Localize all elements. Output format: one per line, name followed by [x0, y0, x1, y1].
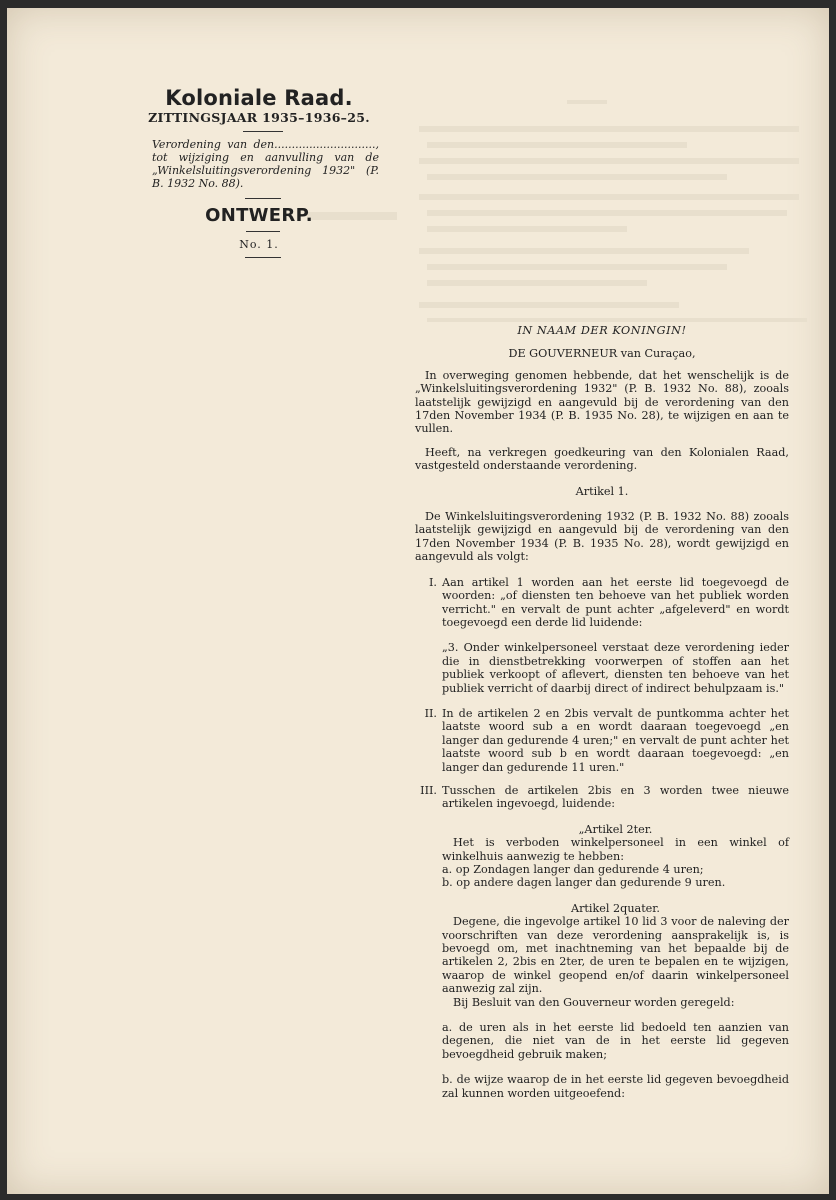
divider	[246, 231, 280, 232]
divider	[245, 198, 281, 199]
divider	[243, 131, 283, 132]
divider	[245, 257, 281, 258]
preamble: In overweging genomen hebbende, dat het wenschelijk is de „Winkelsluitingsverordening 1932" (P. B. 1932 No. 88), zooals laatstelijk gewijzigd en aangevuld bij de verordening van den 17den November 1934 (P. B. 1935 No. 28), te wijzigen en aan te vullen.	[415, 368, 789, 436]
article-2quater-besluit: Bij Besluit van den Gouverneur worden geregeld:	[453, 995, 735, 1009]
item-number: III.	[420, 783, 437, 797]
article-2quater-b: b. de wijze waarop de in het eerste lid gegeven bevoegdheid zal kunnen worden uitgeoefend:	[442, 1073, 789, 1100]
header-title: Koloniale Raad.	[165, 86, 353, 110]
session-year: 1935–1936–25.	[262, 110, 370, 125]
item-text: In de artikelen 2 en 2bis vervalt de puntkomma achter het laatste woord sub a en wordt daaraan toegevoegd „en langer dan gedurende 4 uren;" en vervalt de punt achter het laatste woord sub b en wordt daaraan toegevoegd: „en langer dan gedurende 11 uren."	[442, 706, 789, 774]
article1-heading: Artikel 1.	[575, 484, 629, 498]
item-number: I.	[429, 575, 437, 589]
article-2ter	[442, 823, 789, 890]
document-body	[415, 324, 789, 1100]
item-number: II.	[424, 706, 437, 720]
amendment-item-3	[415, 784, 789, 811]
item1-quote: „3. Onder winkelpersoneel verstaat deze verordening ieder die in dienstbetrekking voorwerpen of stoffen aan het publiek verkoopt of aflevert, diensten ten behoeve van het publiek verricht of daarbij direct of indirect behulpzaam is."	[442, 641, 789, 695]
article-2ter-heading: „Artikel 2ter.	[578, 822, 653, 836]
article-2quater	[442, 902, 789, 1100]
document-number: No. 1.	[239, 238, 279, 251]
document-header	[125, 86, 379, 264]
article-2quater-a: a. de uren als in het eerste lid bedoeld ten aanzien van degenen, die niet van de in het eerste lid gegeven bevoegdheid gebruik maken;	[442, 1021, 789, 1061]
session-label: ZITTINGSJAAR	[148, 110, 258, 125]
article-2ter-a: a. op Zondagen langer dan gedurende 4 uren;	[442, 863, 704, 876]
item-text: Aan artikel 1 worden aan het eerste lid toegevoegd de woorden: „of diensten ten behoeve van het publiek worden verricht." en vervalt de punt achter „afgeleverd" en wordt toegevoegd een derde lid luidende:	[442, 575, 789, 629]
item-text: Tusschen de artikelen 2bis en 3 worden twee nieuwe artikelen ingevoegd, luidende:	[442, 783, 789, 811]
ontwerp-label: ONTWERP.	[205, 205, 313, 226]
header-session	[139, 110, 379, 125]
amendment-item-1	[415, 576, 789, 630]
governor-line: DE GOUVERNEUR van Curaçao,	[508, 347, 696, 361]
body-heading: IN NAAM DER KONINGIN!	[517, 324, 687, 337]
document-page	[7, 8, 829, 1194]
article-2ter-b: b. op andere dagen langer dan gedurende 9 uren.	[442, 876, 726, 890]
amendment-item-2	[415, 707, 789, 774]
article-2quater-text: Degene, die ingevolge artikel 10 lid 3 voor de naleving der voorschriften van deze verordening aansprakelijk is, is bevoegd om, met inachtneming van het bepaalde bij de artikelen 2, 2bis en 2ter, de uren te bepalen en te wijzigen, waarop de winkel geopend en/of daarin winkelpersoneel aanwezig zal zijn.	[442, 915, 789, 996]
article1-intro: De Winkelsluitingsverordening 1932 (P. B. 1932 No. 88) zooals laatstelijk gewijzigd en aangevuld bij de verordening van den 17den November 1934 (P. B. 1935 No. 28), wordt gewijzigd en aangevuld als volgt:	[415, 510, 789, 564]
article-2quater-heading: Artikel 2quater.	[571, 901, 660, 915]
article-2ter-text: Het is verboden winkelpersoneel in een winkel of winkelhuis aanwezig te hebben:	[442, 836, 789, 863]
approval: Heeft, na verkregen goedkeuring van den Kolonialen Raad, vastgesteld onderstaande verordening.	[415, 445, 789, 473]
header-description: Verordening van den............................., tot wijziging en aanvulling van de „Winkelsluitingsverordening 1932" (P. B. 1932 No. 88).	[152, 138, 379, 190]
